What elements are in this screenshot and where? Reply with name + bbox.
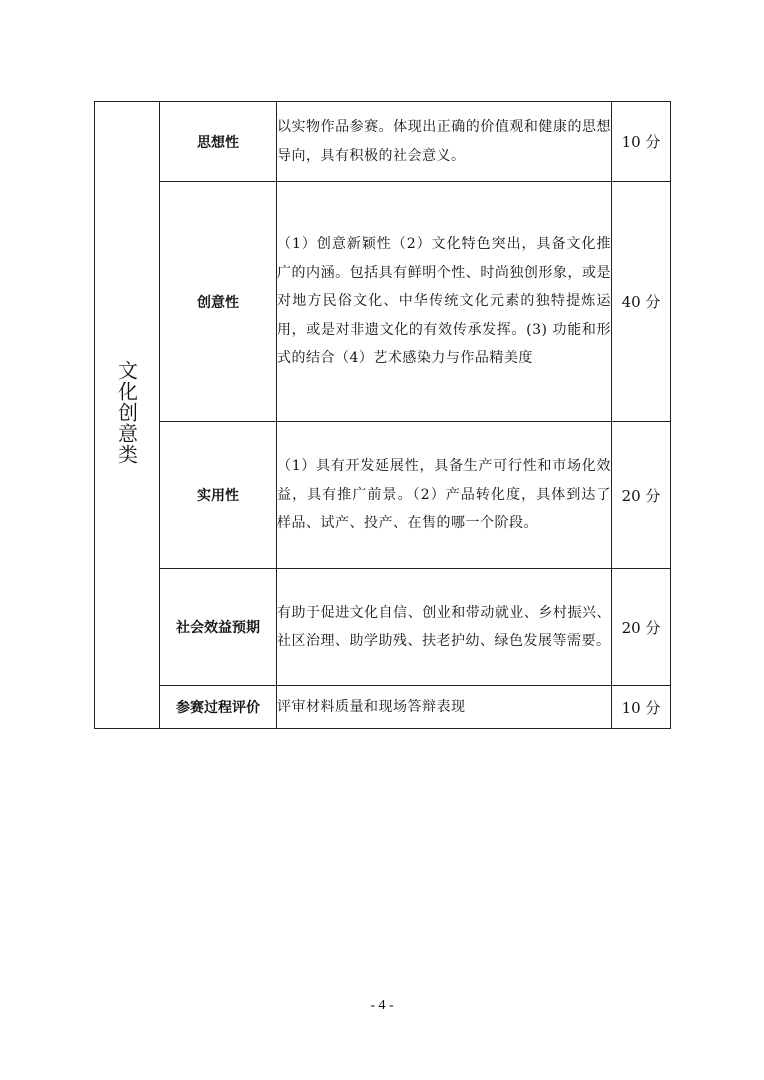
criterion-description: （1）创意新颖性（2）文化特色突出，具备文化推广的内涵。包括具有鲜明个性、时尚独创形象，或是对地方民俗文化、中华传统文化元素的独特提炼运用，或是对非遗文化的有效传承发挥。(3) 功能和形式的结合（4）艺术感染力与作品精美度 — [277, 182, 612, 422]
criterion-name: 创意性 — [160, 182, 277, 422]
page-number: - 4 - — [370, 998, 394, 1013]
category-label: 文化创意类 — [114, 360, 139, 465]
criterion-name: 思想性 — [160, 102, 277, 182]
table-row — [95, 686, 671, 729]
criterion-description: 以实物作品参赛。体现出正确的价值观和健康的思想导向，具有积极的社会意义。 — [277, 102, 612, 182]
table-row — [95, 102, 671, 182]
criterion-description: 评审材料质量和现场答辩表现 — [277, 686, 612, 729]
criterion-score: 20 分 — [612, 422, 671, 569]
table-row — [95, 569, 671, 686]
criterion-name: 参赛过程评价 — [160, 686, 277, 729]
criterion-description: 有助于促进文化自信、创业和带动就业、乡村振兴、社区治理、助学助残、扶老护幼、绿色发展等需要。 — [277, 569, 612, 686]
criterion-description: （1）具有开发延展性，具备生产可行性和市场化效益，具有推广前景。（2）产品转化度，具体到达了样品、试产、投产、在售的哪一个阶段。 — [277, 422, 612, 569]
criterion-score: 40 分 — [612, 182, 671, 422]
scoring-criteria-table — [94, 101, 671, 729]
criterion-score: 20 分 — [612, 569, 671, 686]
criterion-name: 实用性 — [160, 422, 277, 569]
criterion-score: 10 分 — [612, 686, 671, 729]
table-row — [95, 422, 671, 569]
criterion-score: 10 分 — [612, 102, 671, 182]
criterion-name: 社会效益预期 — [160, 569, 277, 686]
table-row — [95, 182, 671, 422]
category-cell — [95, 102, 160, 729]
